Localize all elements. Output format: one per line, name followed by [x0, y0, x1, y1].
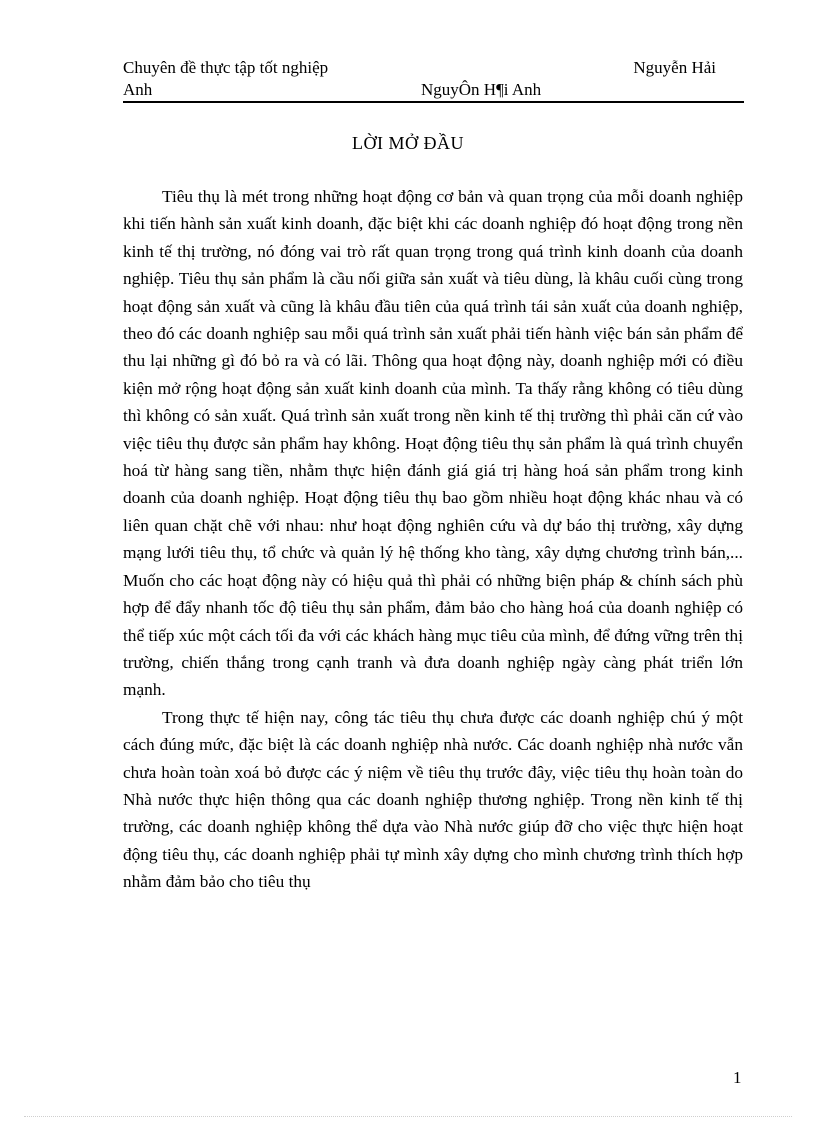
page-number: 1: [733, 1068, 742, 1087]
page-bottom-border: [24, 1116, 792, 1117]
paragraph-2: Trong thực tế hiện nay, công tác tiêu thụ chưa được các doanh nghiệp chú ý một cách đúng mức, đặc biệt là các doanh nghiệp nhà nước. Các doanh nghiệp nhà nước vẫn chưa hoàn toàn xoá bỏ được các ý niệm về tiêu thụ trước đây, việc tiêu thụ hoàn toàn do Nhà nước thực hiện thông qua các doanh nghiệp thương nghiệp. Trong nền kinh tế thị trường, các doanh nghiệp không thể dựa vào Nhà nước giúp đỡ cho việc thực hiện hoạt động tiêu thụ, các doanh nghiệp phải tự mình xây dựng cho mình chương trình thích hợp nhằm đảm bảo cho tiêu thụ: [123, 707, 743, 892]
header-author-name: Nguyễn Hải: [633, 58, 716, 77]
header-line-2: [123, 80, 744, 102]
header-author-continuation: Anh: [123, 80, 153, 99]
header-line-1: [123, 58, 744, 80]
page-header: [123, 58, 744, 102]
header-author-garbled: NguyÔn H¶i Anh: [421, 80, 542, 99]
paragraph-1: Tiêu thụ là mét trong những hoạt động cơ bản và quan trọng của mỗi doanh nghiệp khi tiến hành sản xuất kinh doanh, đặc biệt khi các doanh nghiệp đó hoạt động trong nền kinh tế thị trường, nó đóng vai trò rất quan trọng trong quá trình kinh doanh của doanh nghiệp. Tiêu thụ sản phẩm là cầu nối giữa sản xuất và tiêu dùng, là khâu cuối cùng trong hoạt động sản xuất và cũng là khâu đầu tiên của quá trình tái sản xuất của doanh nghiệp, theo đó các doanh nghiệp sau mỗi quá trình sản xuất phải tiến hành việc bán sản phẩm để thu lại những gì đó bỏ ra và có lãi. Thông qua hoạt động này, doanh nghiệp mới có điều kiện mở rộng hoạt động sản xuất kinh doanh của mình. Ta thấy rằng không có tiêu dùng thì không có sản xuất. Quá trình sản xuất trong nền kinh tế thị trường thì phải căn cứ vào việc tiêu thụ được sản phẩm hay không. Hoạt động tiêu thụ sản phẩm là quá trình chuyển hoá từ hàng sang tiền, nhằm thực hiện đánh giá giá trị hàng hoá sản phẩm trong kinh doanh của doanh nghiệp. Hoạt động tiêu thụ bao gồm nhiều hoạt động khác nhau và có liên quan chặt chẽ với nhau: như hoạt động nghiên cứu và dự báo thị trường, xây dựng mạng lưới tiêu thụ, tổ chức và quản lý hệ thống kho tàng, xây dựng chương trình bán,... Muốn cho các hoạt động này có hiệu quả thì phải có những biện pháp & chính sách phù hợp để đẩy nhanh tốc độ tiêu thụ sản phẩm, đảm bảo cho hàng hoá của doanh nghiệp có thể tiếp xúc một cách tối đa với các khách hàng mục tiêu của mình, để đứng vững trên thị trường, chiến thắng trong cạnh tranh và đưa doanh nghiệp ngày càng phát triển lớn mạnh.: [123, 187, 743, 700]
header-document-type: Chuyên đề thực tập tốt nghiệp: [123, 58, 329, 77]
header-rule: [123, 101, 744, 103]
page-title: LỜI MỞ ĐẦU: [352, 133, 464, 153]
body-text: [123, 183, 743, 896]
